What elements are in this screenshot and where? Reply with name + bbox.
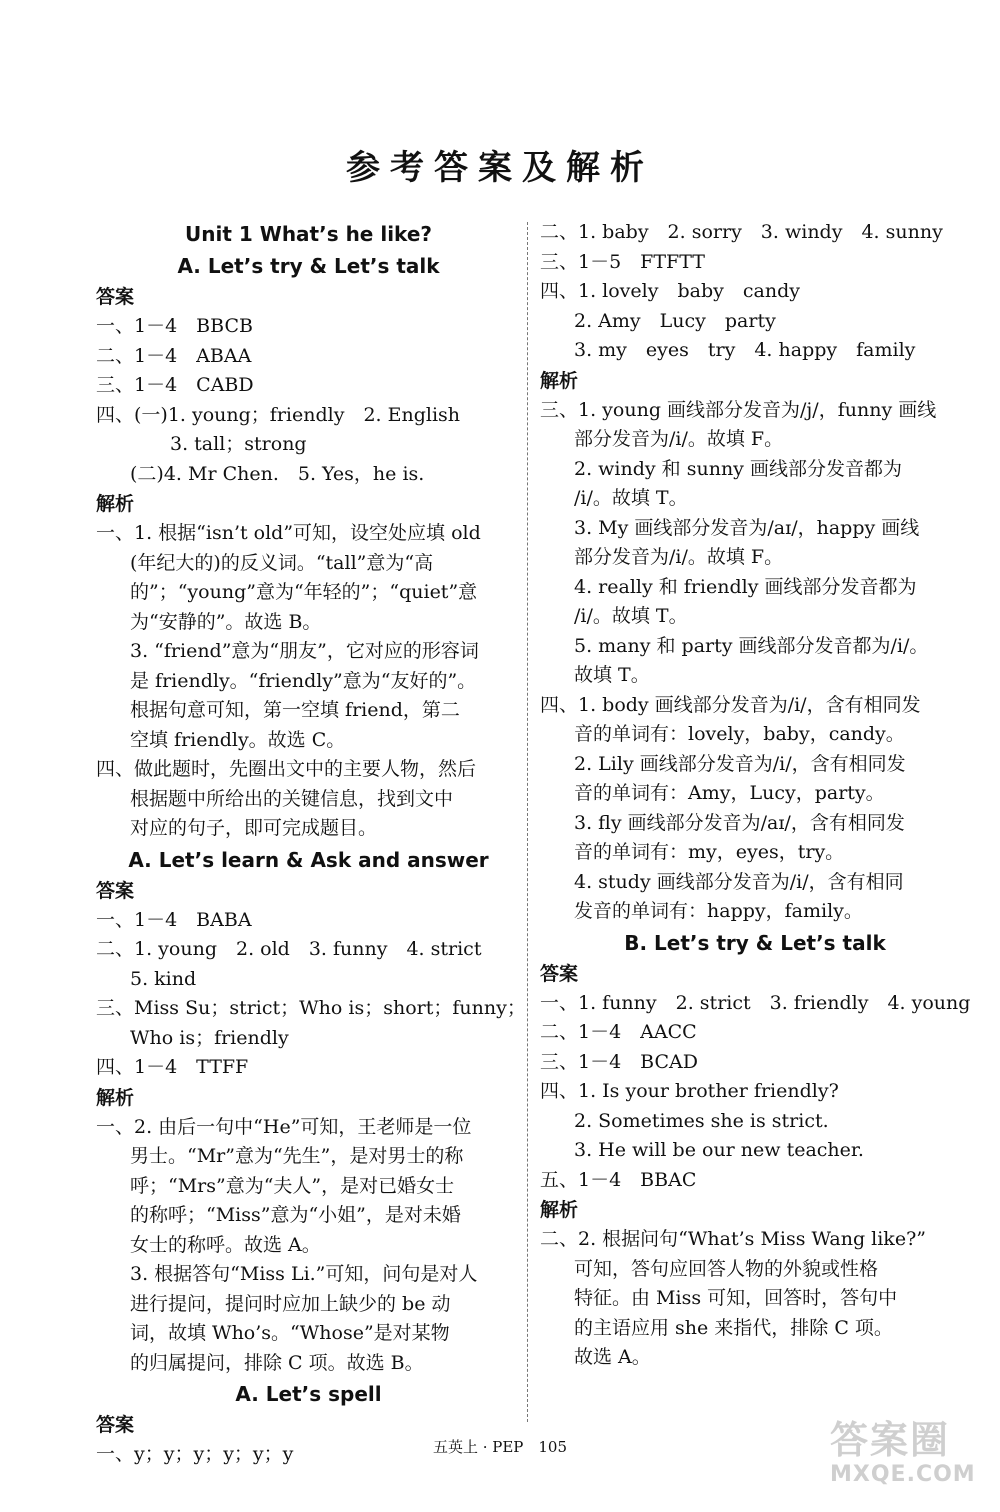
analysis-line: 音的单词有：my，eyes，try。 [574, 841, 845, 863]
answer-label: 答案 [96, 286, 135, 308]
analysis-line: 3. “friend”意为“朋友”，它对应的形容词 [130, 640, 479, 662]
analysis-line: 2. Lily 画线部分发音为/i/，含有相同发 [574, 752, 906, 775]
analysis-line: 男士。“Mr”意为“先生”，是对男士的称 [130, 1145, 464, 1167]
analysis-line: (年纪大的)的反义词。“tall”意为“高 [130, 551, 434, 574]
analysis-line: 的称呼；“Miss”意为“小姐”，是对未婚 [130, 1204, 461, 1226]
analysis-line: 的”；“young”意为“年轻的”；“quiet”意 [130, 581, 478, 603]
answer-line: Who is；friendly [130, 1026, 289, 1049]
analysis-line: 四、1. body 画线部分发音为/i/，含有相同发 [540, 693, 921, 716]
analysis-line: 2. windy 和 sunny 画线部分发音都为 [574, 457, 902, 480]
analysis-line: 是 friendly。“friendly”意为“友好的”。 [130, 669, 477, 692]
analysis-line: 3. fly 画线部分发音为/aɪ/，含有相同发 [574, 811, 905, 834]
analysis-line: 根据题中所给出的关键信息，找到文中 [130, 787, 454, 810]
analysis-line: 3. My 画线部分发音为/aɪ/，happy 画线 [574, 516, 920, 539]
analysis-line: 一、2. 由后一句中“He”可知，王老师是一位 [96, 1115, 472, 1138]
analysis-line: 根据句意可知，第一空填 friend，第二 [130, 699, 460, 721]
analysis-line: 为“安静的”。故选 B。 [130, 610, 322, 633]
watermark-logo [830, 1418, 982, 1500]
analysis-label: 解析 [96, 493, 135, 515]
section-heading: A. Let’s spell [235, 1382, 382, 1406]
watermark-url: MXQE.COM [830, 1462, 976, 1487]
analysis-line: /i/。故填 T。 [574, 605, 688, 627]
analysis-line: 特征。由 Miss 可知，回答时，答句中 [574, 1287, 898, 1309]
answer-line: 三、1－5 FTFTT [540, 250, 705, 273]
answer-line: 四、1－4 TTFF [96, 1056, 249, 1078]
answer-line: 3. He will be our new teacher. [574, 1139, 864, 1161]
analysis-line: 一、1. 根据“isn’t old”可知，设空处应填 old [96, 522, 481, 544]
page-footer: 五英上 · PEP 105 [432, 1438, 568, 1456]
analysis-label: 解析 [540, 369, 579, 392]
left-column [96, 218, 526, 1470]
answer-line: 三、1－4 CABD [96, 374, 254, 396]
analysis-line: 故填 T。 [574, 664, 650, 686]
analysis-line: 音的单词有：Amy，Lucy，party。 [574, 782, 885, 804]
section-heading: A. Let’s learn & Ask and answer [128, 847, 489, 872]
answer-line: 二、1. young 2. old 3. funny 4. strict [96, 938, 482, 960]
analysis-line: 女士的称呼。故选 A。 [130, 1233, 321, 1256]
analysis-label: 解析 [540, 1199, 579, 1221]
answer-line: 一、1. funny 2. strict 3. friendly 4. young [540, 991, 971, 1014]
answer-line: 一、y；y；y；y；y；y [96, 1443, 294, 1465]
analysis-line: 空填 friendly。故选 C。 [130, 728, 346, 751]
analysis-label: 解析 [96, 1086, 135, 1109]
analysis-line: 部分发音为/i/。故填 F。 [574, 428, 784, 450]
answer-line: 一、1－4 BBCB [96, 315, 253, 337]
answer-line: 四、1. Is your brother friendly? [540, 1080, 839, 1102]
analysis-line: 进行提问，提问时应加上缺少的 be 动 [130, 1292, 451, 1315]
analysis-line: 3. 根据答句“Miss Li.”可知，问句是对人 [130, 1263, 478, 1285]
analysis-line: 四、做此题时，先圈出文中的主要人物，然后 [96, 758, 477, 780]
answer-line: 2. Amy Lucy party [574, 309, 776, 332]
analysis-line: 可知，答句应回答人物的外貌或性格 [574, 1257, 879, 1280]
analysis-line: 的归属提问，排除 C 项。故选 B。 [130, 1351, 424, 1374]
analysis-line: 词，故填 Who’s。“Whose”是对某物 [130, 1322, 450, 1344]
analysis-line: 故选 A。 [574, 1346, 651, 1368]
answer-line: 五、1－4 BBAC [540, 1168, 697, 1191]
answer-line: 二、1－4 ABAA [96, 344, 252, 367]
answer-line: 四、(一)1. young；friendly 2. English [96, 403, 461, 426]
unit-heading: Unit 1 What’s he like? [185, 222, 432, 246]
answer-line: 二、1－4 AACC [540, 1021, 697, 1043]
column-divider [527, 222, 528, 1422]
analysis-line: 音的单词有：lovely，baby，candy。 [574, 723, 905, 745]
answer-line: 二、1. baby 2. sorry 3. windy 4. sunny [540, 221, 943, 243]
analysis-line: /i/。故填 T。 [574, 487, 688, 509]
answer-label: 答案 [96, 1414, 135, 1436]
answer-line: (二)4. Mr Chen. 5. Yes，he is. [130, 462, 425, 485]
right-column [540, 218, 970, 1373]
analysis-line: 5. many 和 party 画线部分发音都为/i/。 [574, 634, 929, 657]
answer-label: 答案 [540, 962, 579, 985]
analysis-line: 三、1. young 画线部分发音为/j/，funny 画线 [540, 398, 937, 421]
section-heading: A. Let’s try & Let’s talk [177, 254, 440, 278]
answer-line: 三、1－4 BCAD [540, 1050, 698, 1073]
page-title: 参考答案及解析 [346, 148, 654, 188]
analysis-line: 呼；“Mrs”意为“夫人”，是对已婚女士 [130, 1174, 455, 1197]
analysis-line: 对应的句子，即可完成题目。 [130, 817, 378, 839]
answer-line: 三、Miss Su；strict；Who is；short；funny； [96, 997, 526, 1019]
analysis-line: 的主语应用 she 来指代，排除 C 项。 [574, 1316, 893, 1339]
answer-line: 一、1－4 BABA [96, 908, 252, 931]
answer-line: 3. my eyes try 4. happy family [574, 339, 916, 361]
watermark-text: 答案圈 [830, 1418, 951, 1462]
answer-line: 5. kind [130, 967, 197, 990]
analysis-line: 部分发音为/i/。故填 F。 [574, 546, 784, 568]
analysis-line: 发音的单词有：happy，family。 [574, 900, 863, 922]
section-heading: B. Let’s try & Let’s talk [624, 930, 886, 955]
analysis-line: 4. study 画线部分发音为/i/，含有相同 [574, 870, 904, 893]
analysis-line: 二、2. 根据问句“What’s Miss Wang like?” [540, 1228, 926, 1250]
answer-line: 3. tall；strong [170, 433, 307, 455]
analysis-line: 4. really 和 friendly 画线部分发音都为 [574, 575, 917, 598]
answer-line: 2. Sometimes she is strict. [574, 1109, 829, 1132]
answer-line: 四、1. lovely baby candy [540, 280, 800, 302]
answer-label: 答案 [96, 879, 135, 902]
